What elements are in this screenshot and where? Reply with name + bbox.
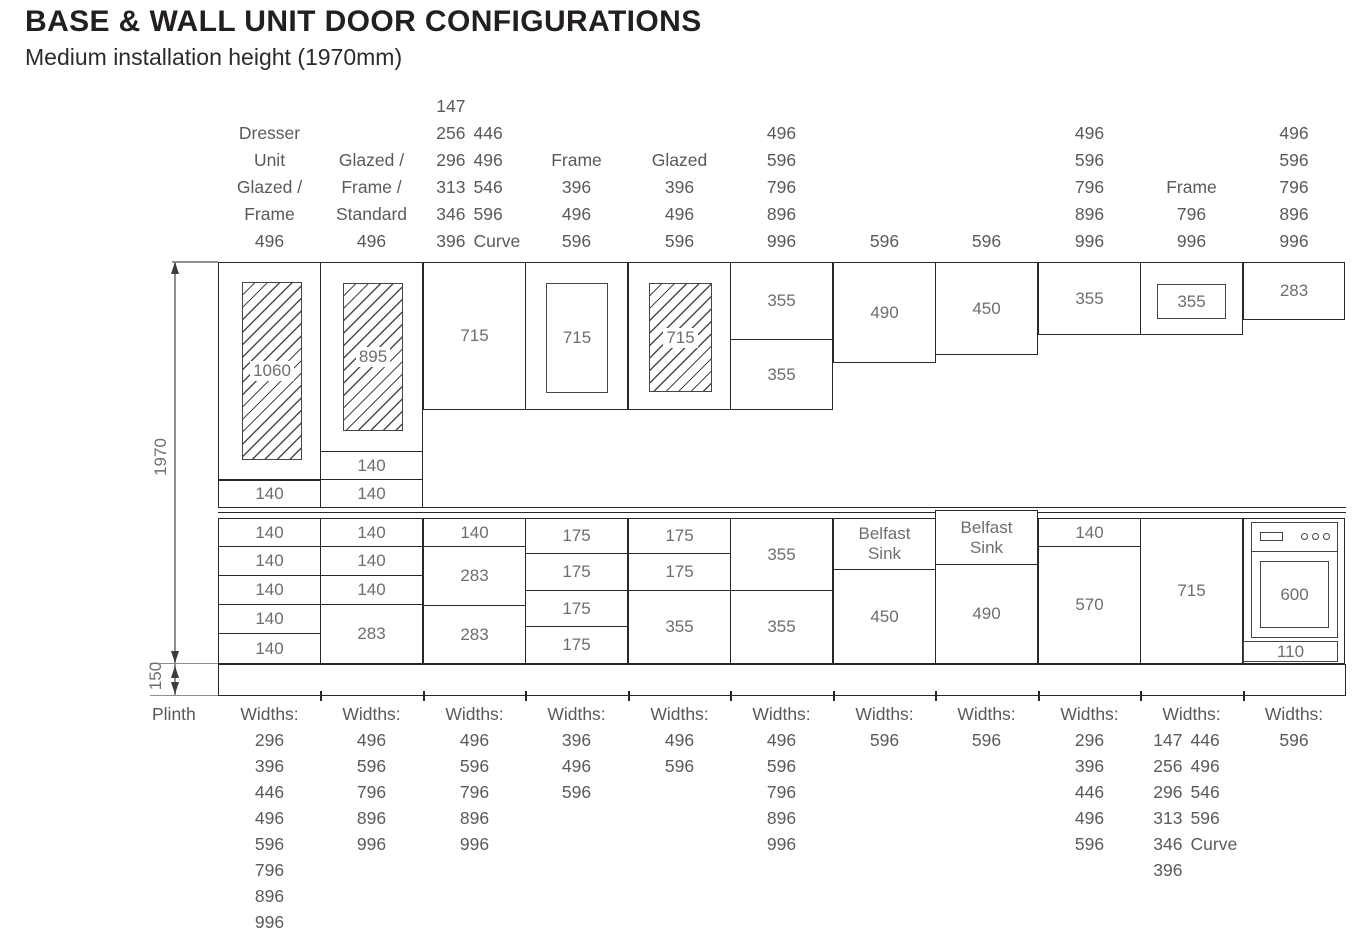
header-line: 596: [561, 231, 592, 251]
page-title: BASE & WALL UNIT DOOR CONFIGURATIONS: [25, 5, 702, 38]
header-line: 796: [1074, 177, 1105, 197]
header-pair-row: 147: [436, 96, 466, 116]
plinth-tick: [525, 691, 527, 701]
drawer: 283: [320, 605, 423, 664]
header-line: Frame /: [341, 177, 402, 197]
column-header-frame: [525, 147, 628, 255]
dim-line-vertical: [174, 262, 175, 695]
door-height-label: 715: [663, 328, 697, 348]
header-line: 496: [254, 231, 285, 251]
header-line: Frame: [244, 204, 295, 224]
header-line: 896: [766, 204, 797, 224]
widths-list: Widths: 596: [833, 701, 936, 753]
header-line: Glazed /: [236, 177, 303, 197]
widths-heading: Widths:: [240, 704, 299, 724]
column-header-sizes: [1038, 120, 1141, 255]
column-header-glazed-frame-standard: [320, 147, 423, 255]
widths-heading: Widths:: [342, 704, 401, 724]
column-header-glazed: [628, 147, 731, 255]
header-pair-row: 396 Curve: [436, 231, 521, 251]
column-header-596: [833, 228, 936, 255]
plinth-tick: [935, 691, 937, 701]
widths-heading: Widths:: [1264, 704, 1324, 724]
column-header-sizes: [730, 120, 833, 255]
plinth-tick: [1140, 691, 1142, 701]
frame-panel: 355: [1157, 284, 1226, 319]
header-line: Glazed: [651, 150, 708, 170]
header-line: Frame: [1166, 177, 1217, 197]
widths-list: Widths: 296 396 446 496 596 796 896 996: [218, 701, 321, 935]
drawer: 140: [218, 576, 321, 605]
header-line: 996: [1074, 231, 1105, 251]
header-pair-row: 296 496: [436, 150, 503, 170]
header-line: Standard: [335, 204, 408, 224]
base-unit-door: 490: [935, 565, 1038, 664]
base-unit-door: 450: [833, 570, 936, 664]
header-line: Unit: [253, 150, 286, 170]
widths-list: Widths: 496 596 796 896 996: [320, 701, 423, 857]
header-line: 496: [766, 123, 797, 143]
dim-label-150: 150: [146, 661, 165, 691]
appliance-drawer: 110: [1243, 641, 1338, 662]
dim-arrow-up: [171, 666, 179, 678]
wall-unit-door: 355: [730, 262, 833, 340]
wall-unit-door: 490: [833, 262, 936, 363]
widths-list: Widths: 596: [1243, 701, 1345, 753]
oven-display-icon: [1260, 532, 1283, 541]
drawer: 175: [525, 591, 628, 627]
drawer: 140: [218, 518, 321, 547]
column-header-sizes-curve: [423, 93, 526, 255]
header-line: 796: [766, 177, 797, 197]
header-line: 896: [1074, 204, 1105, 224]
widths-heading: Widths:: [957, 704, 1016, 724]
drawer: 140: [218, 547, 321, 576]
header-line: 396: [561, 177, 592, 197]
drawer: 140: [320, 576, 423, 605]
header-pair-row: 313 546: [436, 177, 503, 197]
glazed-panel: [242, 282, 302, 460]
oven-door: 600: [1260, 561, 1329, 628]
header-line: 596: [664, 231, 695, 251]
base-unit-door: 355: [628, 591, 731, 664]
base-unit-door: 715: [1140, 518, 1243, 664]
column-header-596: [935, 228, 1038, 255]
header-line: 496: [356, 231, 387, 251]
header-line: Frame: [551, 150, 602, 170]
frame-panel: 715: [546, 283, 608, 393]
header-line: 496: [1074, 123, 1105, 143]
wall-unit-door: 450: [935, 262, 1038, 355]
dim-arrow-down: [171, 651, 179, 663]
column-header-frame-tall: [1140, 174, 1243, 255]
plinth-label: Plinth: [152, 704, 196, 724]
glazed-panel: [649, 283, 712, 392]
widths-list: Widths: 296 396 446 496 596: [1038, 701, 1141, 857]
wall-unit-door: 283: [1243, 262, 1345, 320]
base-unit-door: 570: [1038, 547, 1141, 664]
drawer: 140: [218, 634, 321, 664]
header-line: 496: [561, 204, 592, 224]
wall-unit-door: 355: [1038, 262, 1141, 335]
widths-heading: Widths:: [855, 704, 914, 724]
header-line: 596: [766, 150, 797, 170]
header-line: 896: [1279, 204, 1309, 224]
widths-heading: Widths:: [752, 704, 811, 724]
drawer: 283: [423, 547, 526, 606]
header-pair-row: 256 446: [436, 123, 503, 143]
dim-label-1970: 1970: [151, 438, 170, 476]
header-line: 396: [664, 177, 695, 197]
glazed-panel: [343, 283, 403, 431]
header-line: 596: [1074, 150, 1105, 170]
widths-heading: Widths:: [1162, 704, 1221, 724]
drawer: 140: [218, 480, 321, 508]
drawer: 175: [525, 554, 628, 591]
page-subtitle: Medium installation height (1970mm): [25, 44, 403, 70]
plinth-tick: [628, 691, 630, 701]
drawer: 140: [1038, 518, 1141, 547]
header-line: Dresser: [238, 123, 301, 143]
header-line: 596: [971, 231, 1002, 251]
plinth-tick: [1038, 691, 1040, 701]
header-line: 996: [1176, 231, 1207, 251]
header-line: 596: [1279, 150, 1309, 170]
widths-list: Widths: 596: [935, 701, 1038, 753]
column-header-dresser-unit: [218, 120, 321, 255]
dim-arrow-up: [171, 262, 179, 274]
widths-list: Widths: 147 446 256 496 296 546 313 596 346 Curve 396: [1140, 701, 1243, 883]
widths-heading: Widths:: [650, 704, 709, 724]
widths-heading: Widths:: [547, 704, 606, 724]
belfast-sink: Belfast Sink: [935, 510, 1038, 565]
drawer: 140: [423, 518, 526, 547]
dim-extension-line: [150, 695, 218, 696]
widths-list: Widths: 496 596: [628, 701, 731, 779]
plinth-tick: [833, 691, 835, 701]
plinth-tick: [1243, 691, 1245, 701]
wall-unit-standard-door: 715: [423, 262, 526, 410]
wall-unit-door: 355: [730, 340, 833, 410]
header-line: 496: [664, 204, 695, 224]
widths-heading: Widths:: [445, 704, 504, 724]
widths-list: Widths: 396 496 596: [525, 701, 628, 805]
oven-knobs-icon: [1301, 533, 1330, 540]
header-line: 596: [869, 231, 900, 251]
plinth-tick: [730, 691, 732, 701]
drawer: 283: [423, 606, 526, 664]
header-line: 996: [766, 231, 797, 251]
drawer: 175: [525, 518, 628, 554]
drawer: 175: [628, 554, 731, 591]
header-line: 496: [1279, 123, 1309, 143]
header-line: 996: [1279, 231, 1309, 251]
header-line: 796: [1279, 177, 1309, 197]
header-line: 796: [1176, 204, 1207, 224]
base-unit-door: 355: [730, 518, 833, 591]
column-header-sizes: [1243, 120, 1345, 255]
drawer: 140: [320, 480, 423, 508]
plinth-tick: [320, 691, 322, 701]
widths-list: Widths: 496 596 796 896 996: [423, 701, 526, 857]
base-unit-door: 355: [730, 591, 833, 664]
widths-list: Widths: 496 596 796 896 996: [730, 701, 833, 857]
door-height-label: 1060: [250, 361, 294, 381]
dim-arrow-down: [171, 682, 179, 694]
drawer: 140: [320, 547, 423, 576]
header-line: Glazed /: [338, 150, 405, 170]
drawer: 140: [320, 452, 423, 480]
door-height-label: 895: [356, 347, 390, 367]
plinth-band: [218, 664, 1346, 696]
belfast-sink: Belfast Sink: [833, 518, 936, 570]
header-pair-row: 346 596: [436, 204, 503, 224]
drawer: 175: [525, 627, 628, 664]
drawer: 140: [320, 518, 423, 547]
drawer: 175: [628, 518, 731, 554]
oven-control-panel: [1252, 523, 1337, 552]
oven-icon: [1251, 522, 1338, 638]
widths-heading: Widths:: [1060, 704, 1119, 724]
plinth-tick: [423, 691, 425, 701]
drawer: 140: [218, 605, 321, 634]
